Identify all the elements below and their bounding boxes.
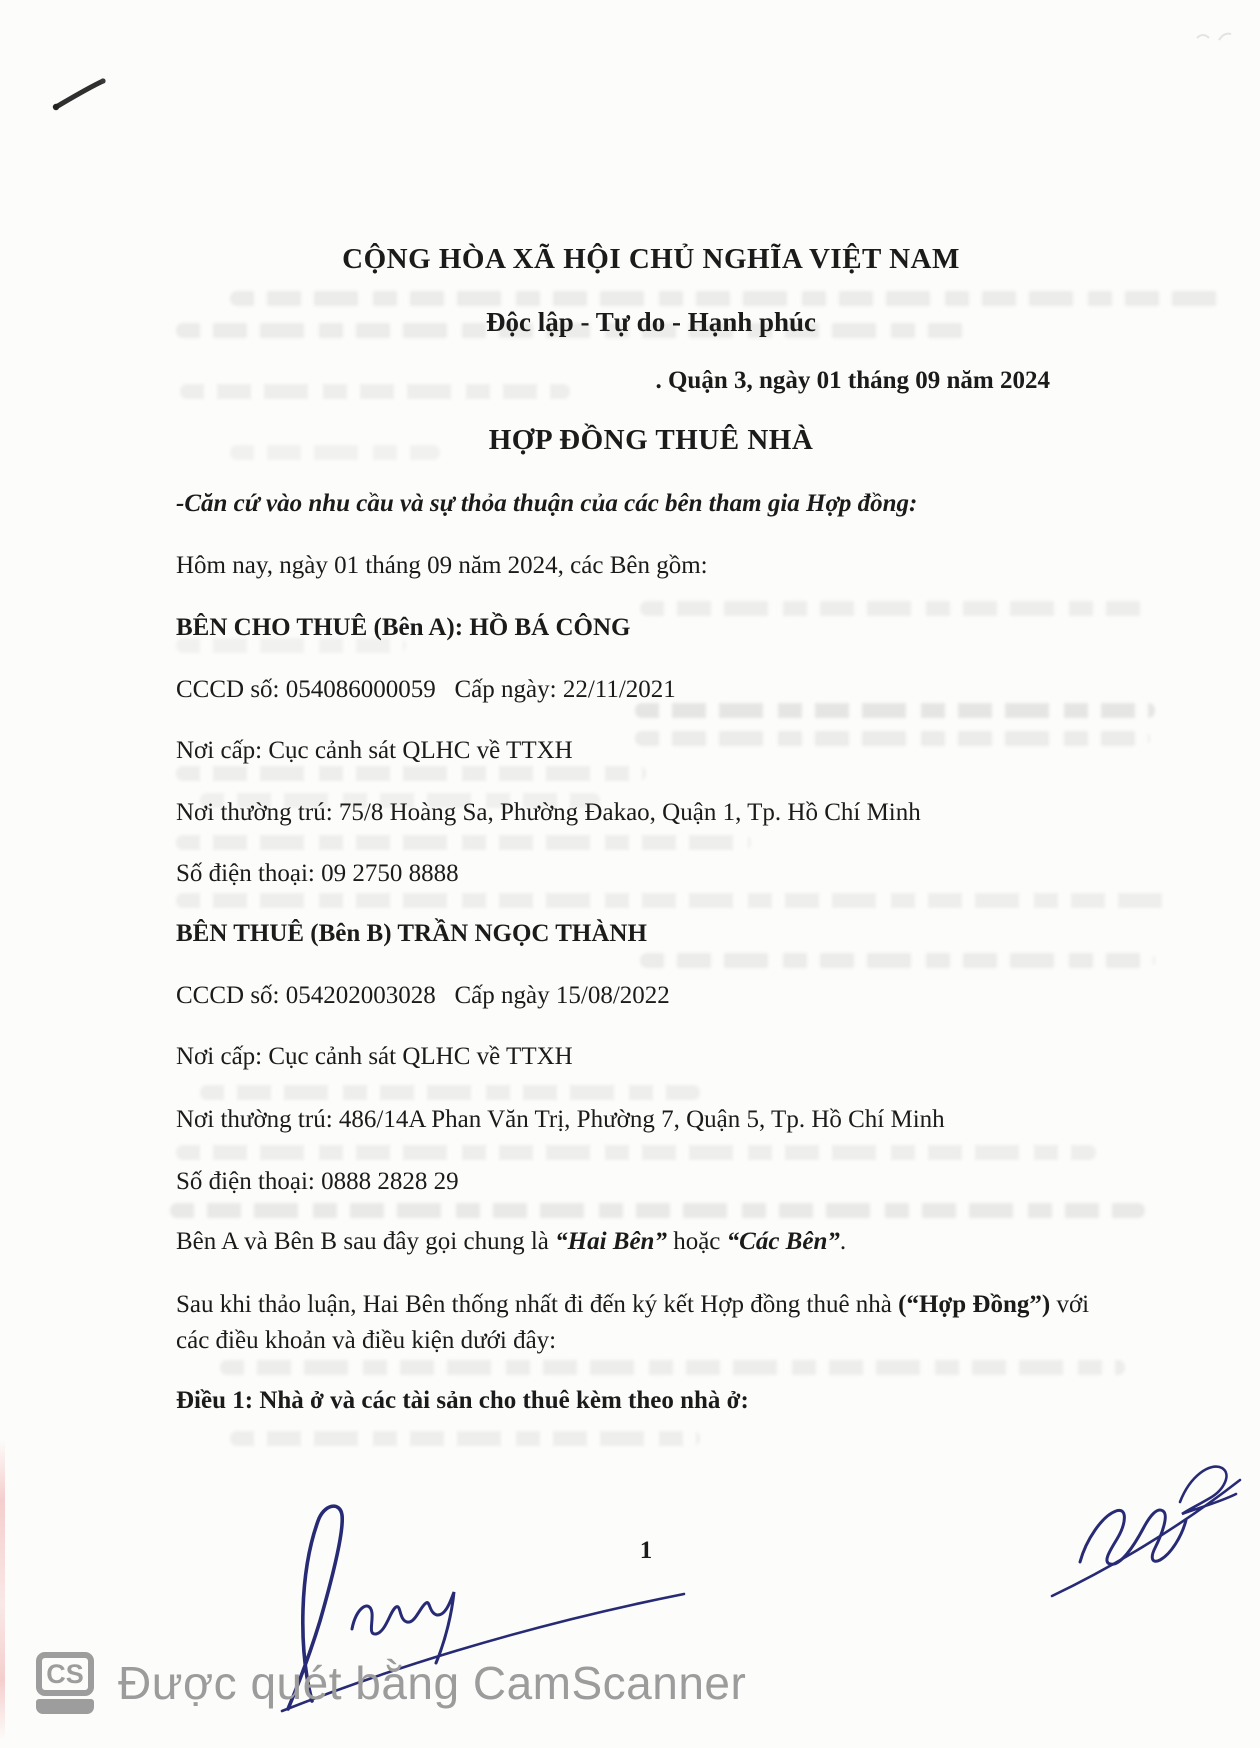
cs-logo-text: CS: [36, 1652, 94, 1696]
agreement-term-hop-dong: (“Hợp Đồng”): [898, 1291, 1051, 1318]
cs-logo-bar: [36, 1699, 94, 1714]
camscanner-logo-icon: [36, 1652, 96, 1714]
party-a-issuer-line: Nơi cấp: Cục cảnh sát QLHC về TTXH: [176, 737, 573, 764]
bleedthrough-artifact: [640, 601, 1150, 616]
bleedthrough-artifact: [176, 835, 751, 850]
bleedthrough-artifact: [176, 1145, 1096, 1160]
party-b-heading: BÊN THUÊ (Bên B) TRẦN NGỌC THÀNH: [176, 920, 647, 947]
page-number: 1: [639, 1537, 653, 1564]
bleedthrough-artifact: [176, 893, 1166, 908]
article-1-heading: Điều 1: Nhà ở và các tài sản cho thuê kèm theo nhà ở:: [176, 1387, 749, 1414]
bleedthrough-artifact: [220, 1360, 1125, 1375]
bleedthrough-artifact: [170, 1203, 1145, 1218]
party-a-address-line: Nơi thường trú: 75/8 Hoàng Sa, Phường Đakao, Quận 1, Tp. Hồ Chí Minh: [176, 799, 921, 826]
party-b-signature: [1040, 1452, 1250, 1607]
party-b-id-line: CCCD số: 054202003028 Cấp ngày 15/08/2022: [176, 982, 670, 1009]
scan-edge-artifact: [0, 1440, 5, 1740]
bleedthrough-artifact: [640, 953, 1155, 968]
joint-term-hai-ben: “Hai Bên”: [555, 1228, 667, 1255]
national-header: CỘNG HÒA XÃ HỘI CHỦ NGHĨA VIỆT NAM: [342, 243, 960, 275]
bleedthrough-artifact: [230, 1431, 700, 1446]
party-b-phone-line: Số điện thoại: 0888 2828 29: [176, 1168, 459, 1195]
opening-line: Hôm nay, ngày 01 tháng 09 năm 2024, các Bên gồm:: [176, 552, 708, 579]
smudge-mark: [1193, 28, 1233, 48]
agreement-post: với: [1050, 1291, 1090, 1318]
pen-stroke-mark: [48, 70, 113, 115]
agreement-line-1: [176, 1288, 1089, 1322]
bleedthrough-artifact: [176, 766, 646, 781]
bleedthrough-artifact: [635, 703, 1155, 718]
party-b-address-line: Nơi thường trú: 486/14A Phan Văn Trị, Phường 7, Quận 5, Tp. Hồ Chí Minh: [176, 1106, 945, 1133]
national-motto: Độc lập - Tự do - Hạnh phúc: [485, 307, 817, 337]
joint-reference-line: [176, 1225, 846, 1259]
bleedthrough-artifact: [200, 1085, 700, 1100]
camscanner-watermark: [36, 1652, 746, 1714]
joint-pre: Bên A và Bên B sau đây gọi chung là: [176, 1228, 556, 1255]
party-a-id-line: CCCD số: 054086000059 Cấp ngày: 22/11/2021: [176, 676, 676, 703]
camscanner-caption: Được quét bằng CamScanner: [118, 1657, 747, 1709]
party-a-phone-line: Số điện thoại: 09 2750 8888: [176, 860, 459, 887]
bleedthrough-artifact: [635, 731, 1150, 746]
joint-post: .: [839, 1228, 847, 1255]
agreement-pre: Sau khi thảo luận, Hai Bên thống nhất đi đến ký kết Hợp đồng thuê nhà: [176, 1291, 899, 1318]
party-a-heading: BÊN CHO THUÊ (Bên A): HỒ BÁ CÔNG: [176, 614, 631, 641]
bleedthrough-artifact: [230, 291, 1220, 306]
joint-term-cac-ben: “Các Bên”: [726, 1228, 840, 1255]
contract-title: HỢP ĐỒNG THUÊ NHÀ: [488, 424, 814, 456]
date-place-line: . Quận 3, ngày 01 tháng 09 năm 2024: [655, 367, 1050, 394]
agreement-line-2: các điều khoản và điều kiện dưới đây:: [176, 1327, 557, 1354]
joint-mid: hoặc: [666, 1228, 727, 1255]
legal-basis-line: -Căn cứ vào nhu cầu và sự thỏa thuận của các bên tham gia Hợp đồng:: [176, 490, 918, 517]
party-b-issuer-line: Nơi cấp: Cục cảnh sát QLHC về TTXH: [176, 1043, 573, 1070]
